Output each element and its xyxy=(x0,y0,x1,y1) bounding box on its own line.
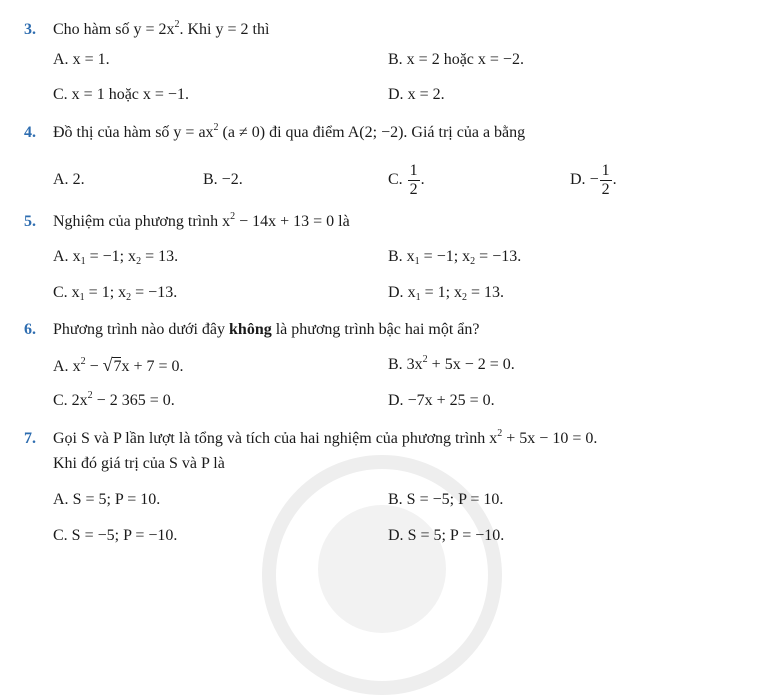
question-number: 7. xyxy=(24,430,36,447)
option-3a: A. x = 1. xyxy=(53,51,110,68)
option-3c: C. x = 1 hoặc x = −1. xyxy=(53,86,189,103)
keyword-emphasis: không xyxy=(229,321,272,338)
option-3b: B. x = 2 hoặc x = −2. xyxy=(388,51,524,68)
question-text: Nghiệm của phương trình $x^2 - 14x + 13 = 0$ là xyxy=(53,211,350,230)
question-number: 5. xyxy=(24,213,36,230)
question-text: Cho hàm số $y = 2x^2$. Khi y = 2 thì xyxy=(53,19,270,38)
option-4c: C. $\frac{1}{2}$ . xyxy=(388,161,425,198)
option-3d: D. x = 2. xyxy=(388,86,445,103)
option-5a: A. $x_1 = -1$; $x_2 = 13$. xyxy=(53,248,179,267)
question-5 xyxy=(24,212,350,232)
question-3 xyxy=(24,20,269,40)
option-7a: A. S = 5; P = 10. xyxy=(53,491,161,508)
question-text: Gọi S và P lần lượt là tổng và tích của hai nghiệm của phương trình $x^2 + 5x - 10 = 0$. xyxy=(53,428,598,447)
watermark-emblem-center xyxy=(318,505,446,633)
option-6d: D. −7x + 25 = 0. xyxy=(388,392,495,409)
question-number: 4. xyxy=(24,124,36,141)
question-6: 6. Phương trình nào dưới đây không là phương trình bậc hai một ẩn? xyxy=(24,321,480,338)
option-6c: C. $2x^2 - 2$ 365 = 0. xyxy=(53,390,175,409)
fraction: $\frac{1}{2}$ xyxy=(409,161,418,198)
question-number: 3. xyxy=(24,21,36,38)
option-5b: B. $x_1 = -1$; $x_2 = -13$. xyxy=(388,248,522,267)
square-root: √7 xyxy=(102,355,122,375)
option-4d: D. − $\frac{1}{2}$ . xyxy=(570,161,617,198)
question-7-line2: Khi đó giá trị của S và P là xyxy=(53,455,225,472)
option-7c: C. S = −5; P = −10. xyxy=(53,527,178,544)
option-5d: D. $x_1 = 1$; $x_2 = 13$. xyxy=(388,284,505,303)
option-7d: D. S = 5; P = −10. xyxy=(388,527,505,544)
question-number: 6. xyxy=(24,321,36,338)
option-5c: C. $x_1 = 1$; $x_2 = -13$. xyxy=(53,284,178,303)
question-7 xyxy=(24,429,597,449)
option-4a: A. 2. xyxy=(53,171,85,188)
option-6b: B. $3x^2 + 5x - 2 = 0$. xyxy=(388,354,515,373)
option-4b: B. −2. xyxy=(203,171,243,188)
question-4 xyxy=(24,123,525,143)
option-6a: A. $x^2 - √7x + 7 = 0$. xyxy=(53,355,184,375)
question-text: Đồ thị của hàm số $y = ax^2$ (a ≠ 0) đi qua điểm A(2; −2). Giá trị của a bằng xyxy=(53,122,526,141)
fraction: $\frac{1}{2}$ xyxy=(601,161,610,198)
option-7b: B. S = −5; P = 10. xyxy=(388,491,504,508)
